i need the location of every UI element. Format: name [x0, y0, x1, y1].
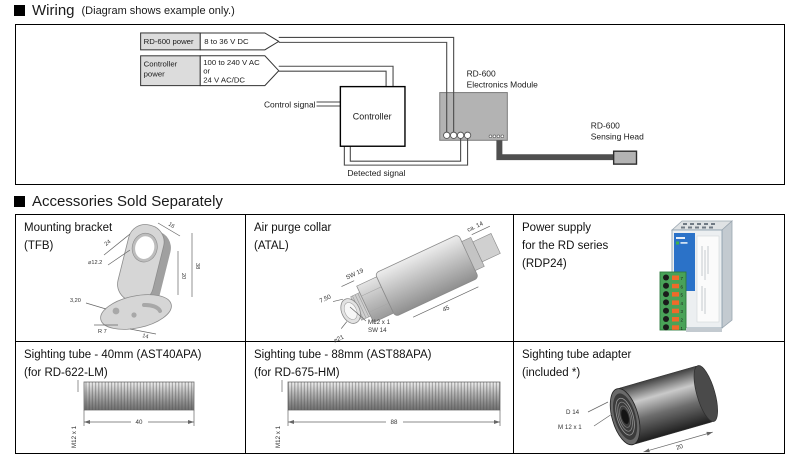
sighting-tube-88-title: Sighting tube - 88mm (AST88APA) — [254, 349, 432, 361]
detected-signal-label: Detected signal — [347, 168, 406, 179]
module-terminal-1 — [444, 132, 450, 138]
accessories-table — [15, 214, 785, 454]
module-port-dot-3 — [497, 135, 500, 138]
module-port-dot-2 — [493, 135, 496, 138]
svg-text:7: 7 — [680, 276, 683, 281]
bracket-dim-base-hole: 3,20 — [70, 298, 81, 304]
section-square-icon — [14, 196, 25, 207]
svg-text:3: 3 — [680, 309, 683, 315]
module-terminal-2 — [450, 132, 456, 138]
wiring-diagram-box — [15, 24, 785, 185]
mounting-bracket-title: Mounting bracket — [24, 222, 113, 234]
controller-power-wire-1 — [279, 66, 393, 86]
svg-text:1: 1 — [680, 325, 683, 331]
module-port-dot-1 — [489, 135, 492, 138]
tube88-dim-thread: M12 x 1 — [275, 425, 282, 448]
section-square-icon — [14, 5, 25, 16]
controller-power-label-2: power — [143, 69, 165, 79]
svg-text:2: 2 — [680, 317, 683, 323]
electronics-module-label-2: Electronics Module — [466, 79, 538, 90]
controller-power-value-1: 100 to 240 V AC — [203, 57, 260, 67]
sighting-tube-40-drawing — [46, 380, 231, 450]
power-supply-model: (RDP24) — [522, 257, 567, 270]
air-purge-collar-title: Air purge collar — [254, 222, 332, 234]
tube40-dim-thread: M12 x 1 — [71, 425, 78, 448]
sensing-head-cable — [499, 140, 613, 157]
rd600-power-value: 8 to 36 V DC — [204, 36, 249, 46]
sighting-tube-40-subtitle: (for RD-622-LM) — [24, 366, 108, 379]
collar-dim-len: 7.50 — [318, 293, 333, 305]
collar-dim-nozzle: ca. 14 — [466, 220, 485, 234]
power-supply-subtitle: for the RD series — [522, 239, 609, 252]
controller-power-label-1: Controller — [143, 59, 178, 69]
mounting-bracket-subtitle: (TFB) — [24, 239, 54, 252]
tube40-dim-length: 40 — [135, 419, 143, 426]
bracket-dim-width-top: 24 — [103, 239, 113, 248]
controller-label: Controller — [352, 111, 392, 122]
bracket-dim-top: 16 — [166, 221, 176, 230]
bracket-dim-hole: ⌀12.2 — [88, 260, 103, 266]
svg-text:4: 4 — [680, 300, 683, 306]
svg-text:6: 6 — [680, 284, 683, 290]
sensing-head-label-1: RD-600 — [590, 120, 620, 131]
rd600-power-label: RD-600 power — [143, 36, 194, 46]
collar-dim-sw19: SW 19 — [344, 267, 365, 282]
module-port-dot-4 — [501, 135, 504, 138]
bracket-base — [97, 289, 174, 335]
svg-text:5: 5 — [680, 292, 683, 298]
cell-air-purge-collar — [246, 215, 514, 345]
power-supply-title: Power supply — [522, 222, 592, 234]
sensing-head-label-2: Sensing Head — [590, 131, 644, 142]
bracket-dim-inner-height: 20 — [180, 273, 186, 280]
controller-power-value-3: 24 V AC/DC — [203, 75, 246, 85]
module-terminal-3 — [457, 132, 463, 138]
bracket-dim-height: 38 — [194, 263, 200, 270]
tube88-dim-length: 88 — [390, 419, 398, 426]
cell-power-supply — [514, 215, 784, 342]
bracket-base-hole-2 — [131, 312, 136, 317]
collar-dim-sw14: SW 14 — [368, 327, 387, 334]
sighting-tube-88-drawing — [274, 380, 509, 450]
psu-foot — [686, 328, 722, 332]
module-terminal-4 — [464, 132, 470, 138]
adapter-dim-thread: M 12 x 1 — [558, 424, 582, 431]
wiring-diagram — [16, 25, 784, 184]
wiring-section-note: (Diagram shows example only.) — [81, 4, 235, 17]
wiring-section-header — [14, 2, 235, 19]
adapter-dim-d: D 14 — [566, 409, 580, 416]
cell-sighting-tube-adapter — [514, 342, 784, 453]
wiring-section-title: Wiring — [32, 2, 75, 19]
bracket-dim-base-width: 14 — [141, 333, 150, 341]
control-signal-label: Control signal — [263, 99, 316, 110]
adapter-dim-length: 20 — [675, 443, 684, 452]
air-purge-collar-subtitle: (ATAL) — [254, 239, 289, 252]
sighting-tube-adapter-subtitle: (included *) — [522, 366, 581, 379]
controller-power-wire-2 — [279, 71, 386, 86]
sighting-tube-88-subtitle: (for RD-675-HM) — [254, 366, 340, 379]
bracket-dim-radius: R 7 — [98, 329, 107, 335]
accessories-section-title: Accessories Sold Separately — [32, 193, 223, 210]
sighting-tube-40-title: Sighting tube - 40mm (AST40APA) — [24, 349, 202, 361]
sensing-head-body — [614, 151, 637, 164]
cell-sighting-tube-40 — [16, 342, 246, 453]
collar-dim-body: 45 — [441, 304, 451, 314]
bracket-base-hole-1 — [113, 308, 120, 315]
cell-mounting-bracket — [16, 215, 246, 342]
electronics-module-label-1: RD-600 — [466, 68, 496, 79]
sighting-tube-adapter-title: Sighting tube adapter — [522, 349, 632, 361]
cell-sighting-tube-88 — [246, 342, 514, 453]
accessories-section-header — [14, 193, 223, 210]
controller-power-value-2: or — [203, 66, 211, 76]
collar-dim-dia: ⌀21 — [332, 333, 346, 345]
collar-dim-thread: M12 x 1 — [368, 319, 391, 326]
electronics-module-body — [440, 93, 508, 141]
